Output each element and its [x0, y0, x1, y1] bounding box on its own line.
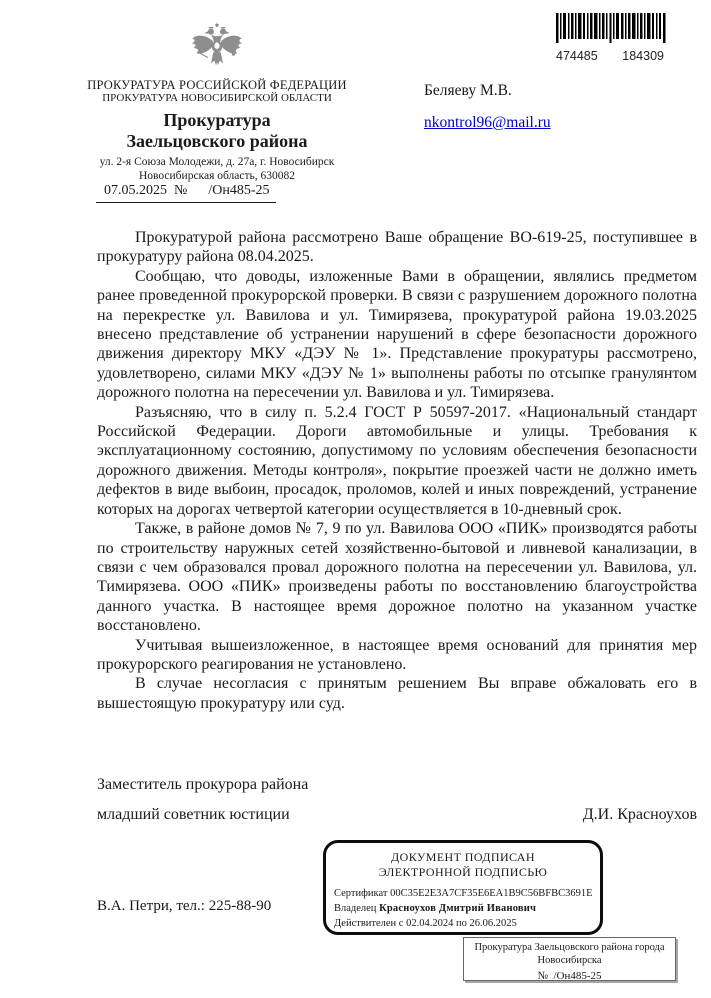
registration-org-line2: Новосибирска: [537, 954, 602, 966]
recipient-email-link[interactable]: nkontrol96@mail.ru: [424, 114, 551, 131]
signature-row: [97, 806, 697, 824]
registration-number: № /Он485-25: [537, 970, 602, 982]
org-federation-line: ПРОКУРАТУРА РОССИЙСКОЙ ФЕДЕРАЦИИ: [87, 78, 347, 92]
address-line2: Новосибирская область, 630082: [138, 169, 296, 182]
stamp-owner-line: Владелец Красноухов Дмитрий Иванович: [334, 903, 537, 914]
letterhead: [84, 22, 350, 183]
stamp-certificate-line: Сертификат 00C35E2E3A7CF35E6EA1B9C56BFBC3691E: [334, 888, 593, 899]
org-region-line: ПРОКУРАТУРА НОВОСИБИРСКОЙ ОБЛАСТИ: [102, 92, 332, 104]
body-paragraph: Сообщаю, что доводы, изложенные Вами в обращении, являлись предметом ранее проведенной прокурорской проверки. В связи с разрушением дорожного полотна на перекрестке ул. Вавилова и ул. Тимирязева, прокуратурой района 19.03.2025 внесено представление об устранении нарушений в сфере безопасности дорожного движения директору МКУ «ДЭУ № 1». Представление прокуратуры рассмотрено, удовлетворено, силами МКУ «ДЭУ № 1» выполнены работы по отсыпке гранулянтом дорожного полотна на пересечении ул. Вавилова и ул. Тимирязева.: [97, 267, 697, 402]
body-paragraph: Прокуратурой района рассмотрено Ваше обращение ВО-619-25, поступившее в прокуратуру района 08.04.2025.: [97, 229, 697, 266]
certificate-value: 00C35E2E3A7CF35E6EA1B9C56BFBC3691E: [390, 888, 593, 899]
body-paragraph: В случае несогласия с принятым решением Вы вправе обжаловать его в вышестоящую прокуратуру или суд.: [97, 675, 697, 712]
barcode: [556, 13, 668, 63]
signer-position-line1: Заместитель прокурора района: [97, 776, 309, 793]
owner-name: Красноухов Дмитрий Иванович: [379, 903, 537, 914]
address-line1: ул. 2-я Союза Молодежи, д. 27а, г. Новосибирск: [99, 156, 335, 168]
stamp-title-line1: ДОКУМЕНТ ПОДПИСАН: [391, 850, 535, 864]
registration-stamp-box: [463, 937, 676, 981]
stamp-validity-line: Действителен с 02.04.2024 по 26.06.2025: [334, 918, 517, 929]
recipient-block: [424, 82, 551, 132]
date-number-line: 07.05.2025 № /Он485-25: [96, 183, 276, 203]
signer-position-line2: младший советник юстиции: [97, 806, 290, 823]
executor-contact: В.А. Петри, тел.: 225-88-90: [97, 898, 272, 914]
registration-org-line1: Прокуратура Заельцовского района города: [474, 942, 665, 953]
electronic-signature-stamp: [323, 840, 603, 935]
office-name-line2: Заельцовского района: [126, 130, 308, 151]
coat-of-arms-eagle-icon: [189, 22, 245, 74]
recipient-name: Беляеву М.В.: [424, 82, 512, 99]
body-paragraph: Также, в районе домов № 7, 9 по ул. Вавилова ООО «ПИК» производятся работы по строительству наружных сетей хозяйственно-бытовой и ливневой канализации, в связи с чем образовался провал дорожного полотна на пересечении ул. Вавилова, ул. Тимирязева. ООО «ПИК» произведены работы по восстановлению благоустройства данного участка. В настоящее время дорожное полотно на указанном участке восстановлено.: [97, 520, 697, 635]
stamp-title-line2: ЭЛЕКТРОННОЙ ПОДПИСЬЮ: [378, 864, 548, 879]
barcode-number-left: 474485: [556, 49, 598, 63]
barcode-number-right: 184309: [622, 49, 664, 63]
letter-body: [97, 228, 697, 713]
signer-name: Д.И. Красноухов: [582, 806, 697, 823]
body-paragraph: Разъясняю, что в силу п. 5.2.4 ГОСТ Р 50597-2017. «Национальный стандарт Российской Федерации. Дороги автомобильные и улицы. Требования к эксплуатационному состоянию, допустимому по условиям обеспечения безопасности дорожного движения. Методы контроля», покрытие проезжей части не должно иметь дефектов в виде выбоин, просадок, проломов, колей и иных повреждений, устранение которых на дорогах четвертой категории осуществляется в 10-дневный срок.: [97, 403, 697, 518]
office-name-line1: Прокуратура: [163, 110, 271, 130]
body-paragraph: Учитывая вышеизложенное, в настоящее время оснований для принятия мер прокурорского реагирования не установлено.: [97, 636, 697, 673]
barcode-bars: [556, 13, 668, 43]
